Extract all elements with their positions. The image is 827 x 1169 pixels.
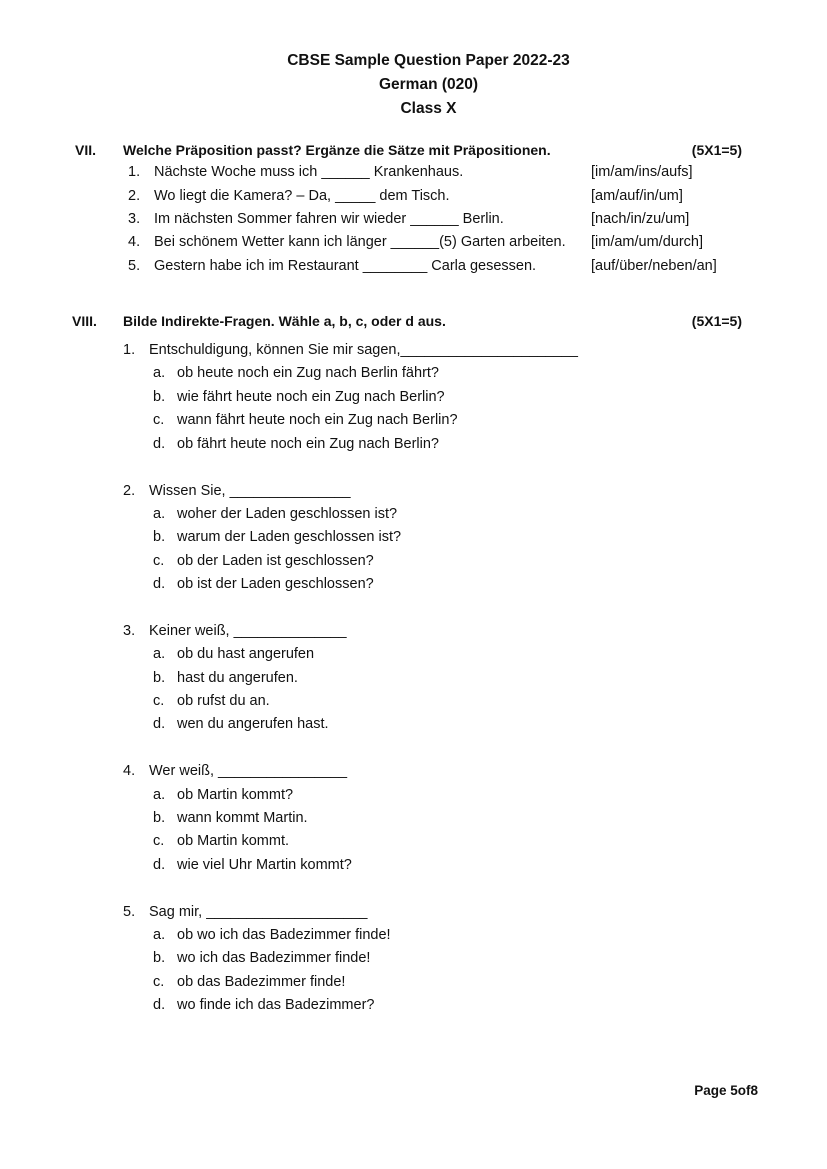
- question-stem: [123, 904, 368, 920]
- choice-letter: c.: [153, 553, 165, 569]
- choice: [153, 529, 401, 545]
- question-text: Keiner weiß, ______________: [149, 623, 347, 639]
- item-text: Nächste Woche muss ich ______ Krankenhaus.: [154, 164, 464, 180]
- item-text: Gestern habe ich im Restaurant ________ Carla gesessen.: [154, 258, 537, 274]
- choice: [153, 506, 397, 522]
- choice-text: wie viel Uhr Martin kommt?: [177, 857, 352, 873]
- choice-text: wann kommt Martin.: [177, 810, 308, 826]
- choice-letter: a.: [153, 927, 166, 943]
- section-8-heading: Bilde Indirekte-Fragen. Wähle a, b, c, oder d aus.: [123, 313, 446, 329]
- choice-letter: b.: [153, 950, 166, 966]
- choice-text: ob der Laden ist geschlossen?: [177, 553, 374, 569]
- choice-letter: d.: [153, 997, 166, 1013]
- section-7-marks: (5X1=5): [691, 142, 742, 158]
- section-8-number: VIII.: [72, 313, 97, 329]
- page-number: Page 5of8: [694, 1083, 758, 1098]
- item-options: [am/auf/in/um]: [591, 188, 683, 204]
- choice-letter: c.: [153, 693, 165, 709]
- choice: [153, 412, 458, 428]
- item-options: [im/am/um/durch]: [591, 234, 703, 250]
- choice: [153, 553, 374, 569]
- choice: [153, 670, 298, 686]
- item-text: Im nächsten Sommer fahren wir wieder ______ Berlin.: [154, 211, 504, 227]
- choice: [153, 974, 345, 990]
- choice: [153, 833, 289, 849]
- question-number: 5.: [123, 904, 136, 920]
- choice-letter: a.: [153, 646, 166, 662]
- choice-text: ob du hast angerufen: [177, 646, 315, 662]
- choice-letter: a.: [153, 787, 166, 803]
- section-7-item: [128, 164, 463, 180]
- choice: [153, 693, 270, 709]
- choice-letter: a.: [153, 365, 166, 381]
- choice-letter: d.: [153, 857, 166, 873]
- choice: [153, 646, 314, 662]
- choice: [153, 927, 391, 943]
- question-stem: [123, 342, 578, 358]
- question-number: 4.: [123, 763, 136, 779]
- section-8-marks: (5X1=5): [691, 313, 742, 329]
- choice-text: ob Martin kommt?: [177, 787, 294, 803]
- choice-text: wann fährt heute noch ein Zug nach Berlin?: [177, 412, 458, 428]
- section-7-item: [128, 188, 450, 204]
- choice: [153, 857, 352, 873]
- question-text: Wissen Sie, _______________: [149, 483, 351, 499]
- question-number: 2.: [123, 483, 136, 499]
- section-7-heading: Welche Präposition passt? Ergänze die Sätze mit Präpositionen.: [123, 142, 551, 158]
- choice: [153, 810, 308, 826]
- choice-text: wo ich das Badezimmer finde!: [177, 950, 371, 966]
- choice: [153, 787, 293, 803]
- section-7-item: [128, 234, 566, 250]
- choice-text: hast du angerufen.: [177, 670, 298, 686]
- item-text: Bei schönem Wetter kann ich länger ______(5) Garten arbeiten.: [154, 234, 566, 250]
- choice-text: ob fährt heute noch ein Zug nach Berlin?: [177, 436, 439, 452]
- choice-text: woher der Laden geschlossen ist?: [177, 506, 398, 522]
- choice-text: ob heute noch ein Zug nach Berlin fährt?: [177, 365, 439, 381]
- choice: [153, 436, 439, 452]
- choice-letter: d.: [153, 716, 166, 732]
- item-options: [im/am/ins/aufs]: [591, 164, 693, 180]
- choice: [153, 389, 445, 405]
- section-7-number: VII.: [75, 142, 97, 158]
- item-number: 5.: [128, 258, 141, 274]
- choice-letter: c.: [153, 974, 165, 990]
- choice-text: wo finde ich das Badezimmer?: [177, 997, 375, 1013]
- choice: [153, 950, 370, 966]
- item-options: [auf/über/neben/an]: [591, 258, 717, 274]
- choice-letter: c.: [153, 833, 165, 849]
- choice-letter: d.: [153, 436, 166, 452]
- choice: [153, 716, 329, 732]
- question-number: 3.: [123, 623, 136, 639]
- question-text: Sag mir, ____________________: [149, 904, 368, 920]
- choice-letter: b.: [153, 529, 166, 545]
- choice-letter: d.: [153, 576, 166, 592]
- paper-title: CBSE Sample Question Paper 2022-23: [287, 52, 570, 69]
- item-number: 3.: [128, 211, 141, 227]
- question-text: Wer weiß, ________________: [149, 763, 348, 779]
- class-title: Class X: [400, 100, 457, 117]
- choice-text: ob das Badezimmer finde!: [177, 974, 346, 990]
- question-text: Entschuldigung, können Sie mir sagen,______________________: [149, 342, 578, 358]
- question-stem: [123, 623, 347, 639]
- choice-text: ob Martin kommt.: [177, 833, 289, 849]
- question-number: 1.: [123, 342, 136, 358]
- choice-text: ob rufst du an.: [177, 693, 270, 709]
- item-number: 1.: [128, 164, 141, 180]
- section-7-item: [128, 211, 504, 227]
- choice: [153, 997, 374, 1013]
- question-stem: [123, 763, 347, 779]
- choice-text: ob ist der Laden geschlossen?: [177, 576, 374, 592]
- item-number: 4.: [128, 234, 141, 250]
- choice-letter: b.: [153, 389, 166, 405]
- choice-text: wie fährt heute noch ein Zug nach Berlin?: [177, 389, 445, 405]
- question-stem: [123, 483, 351, 499]
- subject-title: German (020): [378, 76, 479, 93]
- choice-text: wen du angerufen hast.: [177, 716, 329, 732]
- item-options: [nach/in/zu/um]: [591, 211, 690, 227]
- choice: [153, 365, 439, 381]
- choice-letter: a.: [153, 506, 166, 522]
- item-number: 2.: [128, 188, 141, 204]
- choice-letter: c.: [153, 412, 165, 428]
- choice-letter: b.: [153, 810, 166, 826]
- choice-letter: b.: [153, 670, 166, 686]
- choice: [153, 576, 374, 592]
- section-7-item: [128, 258, 536, 274]
- choice-text: warum der Laden geschlossen ist?: [177, 529, 402, 545]
- item-text: Wo liegt die Kamera? – Da, _____ dem Tisch.: [154, 188, 450, 204]
- choice-text: ob wo ich das Badezimmer finde!: [177, 927, 391, 943]
